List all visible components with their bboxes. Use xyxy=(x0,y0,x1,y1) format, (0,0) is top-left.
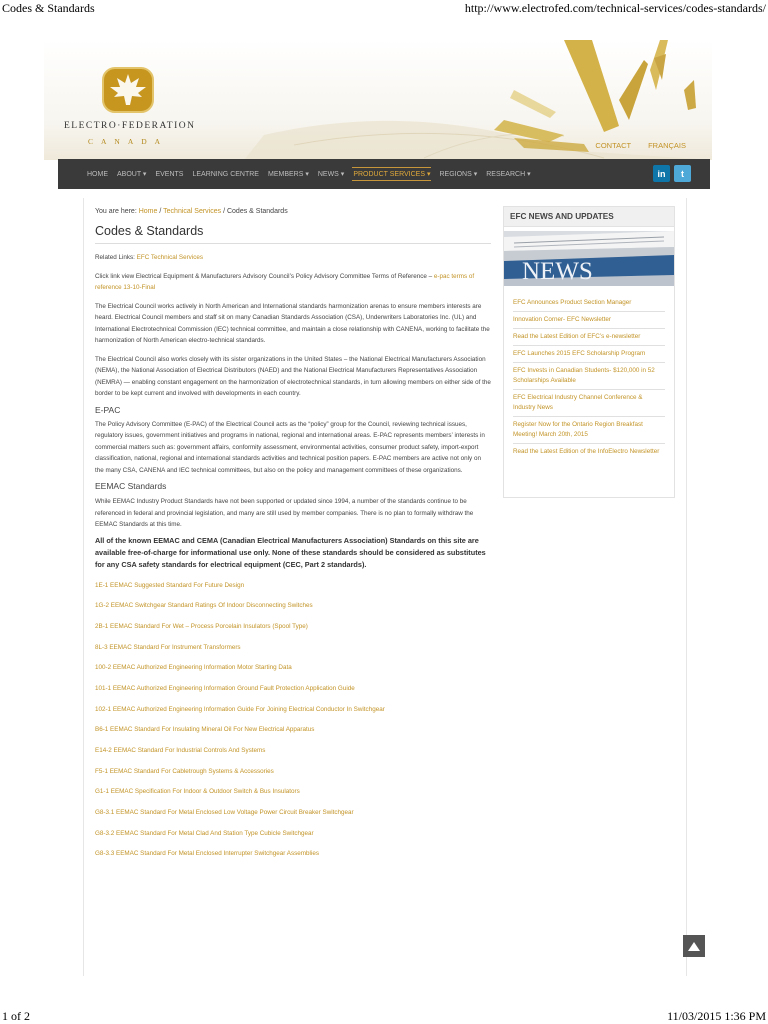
terms-of-reference-link[interactable]: e-pac terms of reference 13-10-Final xyxy=(95,272,475,291)
standard-link[interactable]: E14-2 EEMAC Standard For Industrial Controls And Systems xyxy=(95,747,266,754)
news-image-text: NEWS xyxy=(522,258,593,285)
news-item[interactable]: Read the Latest Edition of the InfoElectro Newsletter xyxy=(513,448,660,455)
nav-research[interactable]: RESEARCH ▾ xyxy=(486,171,531,178)
news-item[interactable]: EFC Launches 2015 EFC Scholarship Program xyxy=(513,346,665,363)
council-paragraph: The Electrical Council works actively in North American and International standards harmonization arenas to ensure members interests are heard. Electrical Council members and staff sit on many Canadian Standards Association (CSA), Underwriters Laboratories Inc. (UL) and International Electrotechnical Commission (IEC) technical committee, and maintain a close relationship with CANENA, working to facilitate the harmonization of North American electro-technical standards. xyxy=(95,302,490,344)
nav-members[interactable]: MEMBERS ▾ xyxy=(267,171,309,178)
logo-wordmark: ELECTRO·FEDERATION xyxy=(64,121,196,131)
news-item[interactable]: Innovation Corner- EFC Newsletter xyxy=(513,312,665,329)
arrow-up-icon xyxy=(688,942,700,951)
intro-paragraph xyxy=(95,271,491,294)
contact-link[interactable]: CONTACT xyxy=(595,141,631,150)
social-links xyxy=(649,165,691,182)
standard-link[interactable]: 100-2 EEMAC Authorized Engineering Information Motor Starting Data xyxy=(95,664,292,672)
logo-subtitle: CANADA xyxy=(88,137,169,146)
nav-regions[interactable]: REGIONS ▾ xyxy=(439,171,478,178)
related-links xyxy=(95,252,491,264)
nav-learning-centre[interactable]: LEARNING CENTRE xyxy=(192,170,259,178)
nav-items xyxy=(86,159,539,189)
nav-home[interactable]: HOME xyxy=(87,170,108,178)
breadcrumb-home[interactable]: Home xyxy=(138,208,158,215)
news-item[interactable]: EFC Invests in Canadian Students- $120,000 in 52 Scholarships Available xyxy=(513,363,665,390)
content-column xyxy=(95,208,491,870)
top-links xyxy=(580,141,686,150)
news-item[interactable]: Register Now for the Ontario Region Breakfast Meeting! March 20th, 2015 xyxy=(513,417,665,444)
page-title: Codes & Standards xyxy=(95,224,491,244)
standard-link[interactable]: B6-1 EEMAC Standard For Insulating Mineral Oil For New Electrical Apparatus xyxy=(95,726,315,734)
standard-link[interactable]: 8L-3 EEMAC Standard For Instrument Transformers xyxy=(95,643,241,651)
breadcrumb xyxy=(95,208,491,215)
print-page-number: 1 of 2 xyxy=(2,1009,30,1023)
standard-link[interactable]: G8-3.2 EEMAC Standard For Metal Clad And Station Type Cubicle Switchgear xyxy=(95,829,314,837)
news-list xyxy=(513,295,665,460)
news-item[interactable]: Read the Latest Edition of EFC’s e-newsletter xyxy=(513,329,665,346)
related-link[interactable]: EFC Technical Services xyxy=(136,254,204,261)
print-header-title: Codes & Standards xyxy=(2,1,95,15)
print-header xyxy=(0,0,768,18)
standard-link[interactable]: 1E-1 EEMAC Suggested Standard For Future Design xyxy=(95,581,245,589)
standard-link[interactable]: 2B-1 EEMAC Standard For Wet – Process Porcelain Insulators (Spool Type) xyxy=(95,622,308,630)
newspaper-image xyxy=(504,231,674,286)
standards-list xyxy=(95,581,491,871)
intro-text: Click link view Electrical Equipment & Manufacturers Advisory Council’s Policy Advisory Committee Terms of Reference – xyxy=(95,272,433,280)
print-footer xyxy=(0,1007,768,1024)
print-header-url: http://www.electrofed.com/technical-services/codes-standards/ xyxy=(464,1,766,15)
standard-link[interactable]: F5-1 EEMAC Standard For Cabletrough Systems & Accessories xyxy=(95,767,274,775)
news-item[interactable]: EFC Electrical Industry Channel Conference & Industry News xyxy=(513,390,665,417)
efc-logo-icon[interactable] xyxy=(102,67,154,113)
main-container xyxy=(83,198,687,976)
breadcrumb-current: Codes & Standards xyxy=(226,208,288,215)
nav-product-services[interactable]: PRODUCT SERVICES ▾ xyxy=(352,167,431,181)
news-item[interactable]: EFC Announces Product Section Manager xyxy=(513,295,665,312)
standard-link[interactable]: 101-1 EEMAC Authorized Engineering Information Ground Fault Protection Application Guide xyxy=(95,684,355,692)
standard-link[interactable]: G1-1 EEMAC Specification For Indoor & Outdoor Switch & Bus Insulators xyxy=(95,788,300,796)
main-nav xyxy=(58,159,710,189)
eemac-notice: All of the known EEMAC and CEMA (Canadian Electrical Manufacturers Association) Standards on this site are available free-of-charge for informational use only. None of these standards should be considered as substitutes for any CSA safety standards for electrical equipment (CEC, Part 2 standards). xyxy=(95,535,486,569)
eemac-paragraph: While EEMAC Industry Product Standards have not been supported or updated since 1994, a number of the standards continue to be referenced in federal and provincial legislation, and many are still used by member companies. There is no plan to formally withdraw the EEMAC Standards at this time. xyxy=(95,498,474,528)
print-datetime: 11/03/2015 1:36 PM xyxy=(667,1009,766,1023)
news-sidebar xyxy=(503,206,675,498)
standard-link[interactable]: 102-1 EEMAC Authorized Engineering Information Guide For Joining Electrical Conductor In Switchgear xyxy=(95,705,385,713)
epac-paragraph: The Policy Advisory Committee (E-PAC) of the Electrical Council acts as the “policy” group for the Council, reviewing technical issues, regulatory issues, government initiatives and programs in national, regional and international areas. E-PAC represents members’ interests in commercial matters such as: government affairs, conformity assessment, environmental activities, consumer product safety, import-export classification, national, regional and international standards activities and technical position papers. E-PAC members are active not only on the many CSA, CANENA and IEC technical committees, but also on the policy and management committees of these organizations. xyxy=(95,420,485,474)
eemac-heading: EEMAC Standards xyxy=(95,481,167,491)
twitter-icon[interactable]: t xyxy=(674,165,691,182)
news-image xyxy=(504,231,674,286)
site-banner xyxy=(44,40,712,160)
sister-orgs-paragraph: The Electrical Council also works closely with its sister organizations in the United States – the National Electrical Manufacturers Association (NEMA), the National Association of Electrical Distributors (NAED) and the National Electrical Manufacturers Representatives Association (NEMRA) — enabling constant engagement on the harmonization of electrotechnical standards, in turn allowing members on either side of the border to be kept current and involved with developments in each country. xyxy=(95,355,491,397)
scroll-to-top-button[interactable] xyxy=(683,935,705,957)
breadcrumb-technical-services[interactable]: Technical Services xyxy=(163,208,222,215)
standard-link[interactable]: G8-3.3 EEMAC Standard For Metal Enclosed Interrupter Switchgear Assemblies xyxy=(95,850,319,858)
linkedin-icon[interactable]: in xyxy=(653,165,670,182)
standard-link[interactable]: G8-3.1 EEMAC Standard For Metal Enclosed Low Voltage Power Circuit Breaker Switchgear xyxy=(95,809,354,817)
francais-link[interactable]: FRANÇAIS xyxy=(648,141,686,150)
breadcrumb-sep: / xyxy=(159,208,162,215)
nav-events[interactable]: EVENTS xyxy=(155,170,184,178)
sidebar-title: EFC NEWS AND UPDATES xyxy=(504,207,674,227)
nav-news[interactable]: NEWS ▾ xyxy=(317,171,345,178)
related-label: Related Links: xyxy=(95,254,135,261)
nav-about[interactable]: ABOUT ▾ xyxy=(117,171,147,178)
standard-link[interactable]: 1G-2 EEMAC Switchgear Standard Ratings Of Indoor Disconnecting Switches xyxy=(95,602,313,610)
breadcrumb-sep: / xyxy=(223,208,226,215)
epac-heading: E-PAC xyxy=(95,404,121,415)
breadcrumb-prefix: You are here: xyxy=(95,208,137,215)
